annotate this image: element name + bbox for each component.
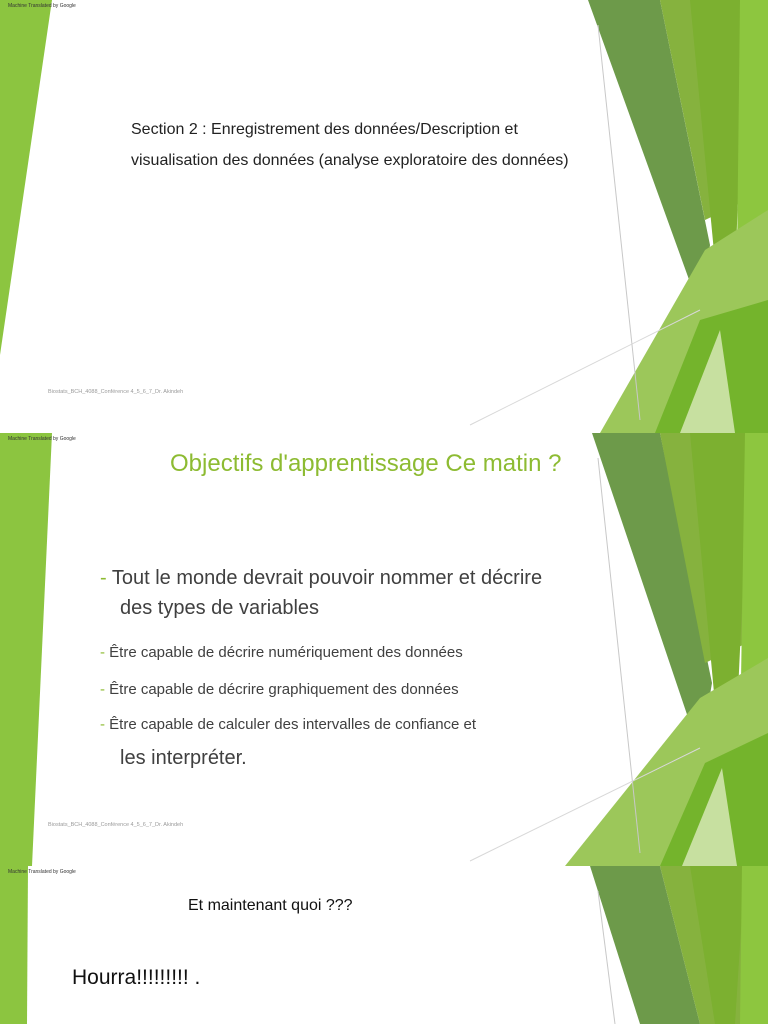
slide-footer: Biostats_BCH_4088_Conférence 4_5_6_7_Dr. Akindeh [48,822,184,828]
section-title [131,114,631,176]
objective-4-line-1: Être capable de calculer des intervalles de confiance et [105,716,477,733]
objective-1-line-1: Tout le monde devrait pouvoir nommer et décrire [106,567,543,589]
slide-3 [0,866,768,1024]
slide-heading: Objectifs d'apprentissage Ce matin ? [170,450,562,477]
objective-1 [100,567,542,590]
section-title-line-1: Section 2 : Enregistrement des données/Description et [131,121,518,138]
green-decoration [0,0,768,433]
objective-2-text: Être capable de décrire numériquement des données [105,644,463,661]
objective-3 [100,681,459,698]
bullet-dash: - [100,644,105,661]
green-decoration [0,866,768,1024]
machine-translated-label: Machine Translated by Google [8,3,76,9]
section-title-line-2: visualisation des données (analyse exploratoire des données) [131,152,569,169]
objective-3-text: Être capable de décrire graphiquement des données [105,681,459,698]
slide-footer: Biostats_BCH_4088_Conférence 4_5_6_7_Dr. Akindeh [48,389,184,395]
question-text: Et maintenant quoi ??? [188,897,353,914]
objective-4 [100,716,476,733]
bullet-dash: - [100,567,107,589]
machine-translated-label: Machine Translated by Google [8,436,76,442]
machine-translated-label: Machine Translated by Google [8,869,76,875]
objective-4-line-2: les interpréter. [120,747,247,769]
objective-2 [100,644,463,661]
objective-1-line-2: des types de variables [120,597,320,619]
slide-1 [0,0,768,433]
bullet-dash: - [100,681,105,698]
slide-2 [0,433,768,866]
hooray-text: Hourra!!!!!!!!! . [72,966,201,989]
bullet-dash: - [100,716,105,733]
